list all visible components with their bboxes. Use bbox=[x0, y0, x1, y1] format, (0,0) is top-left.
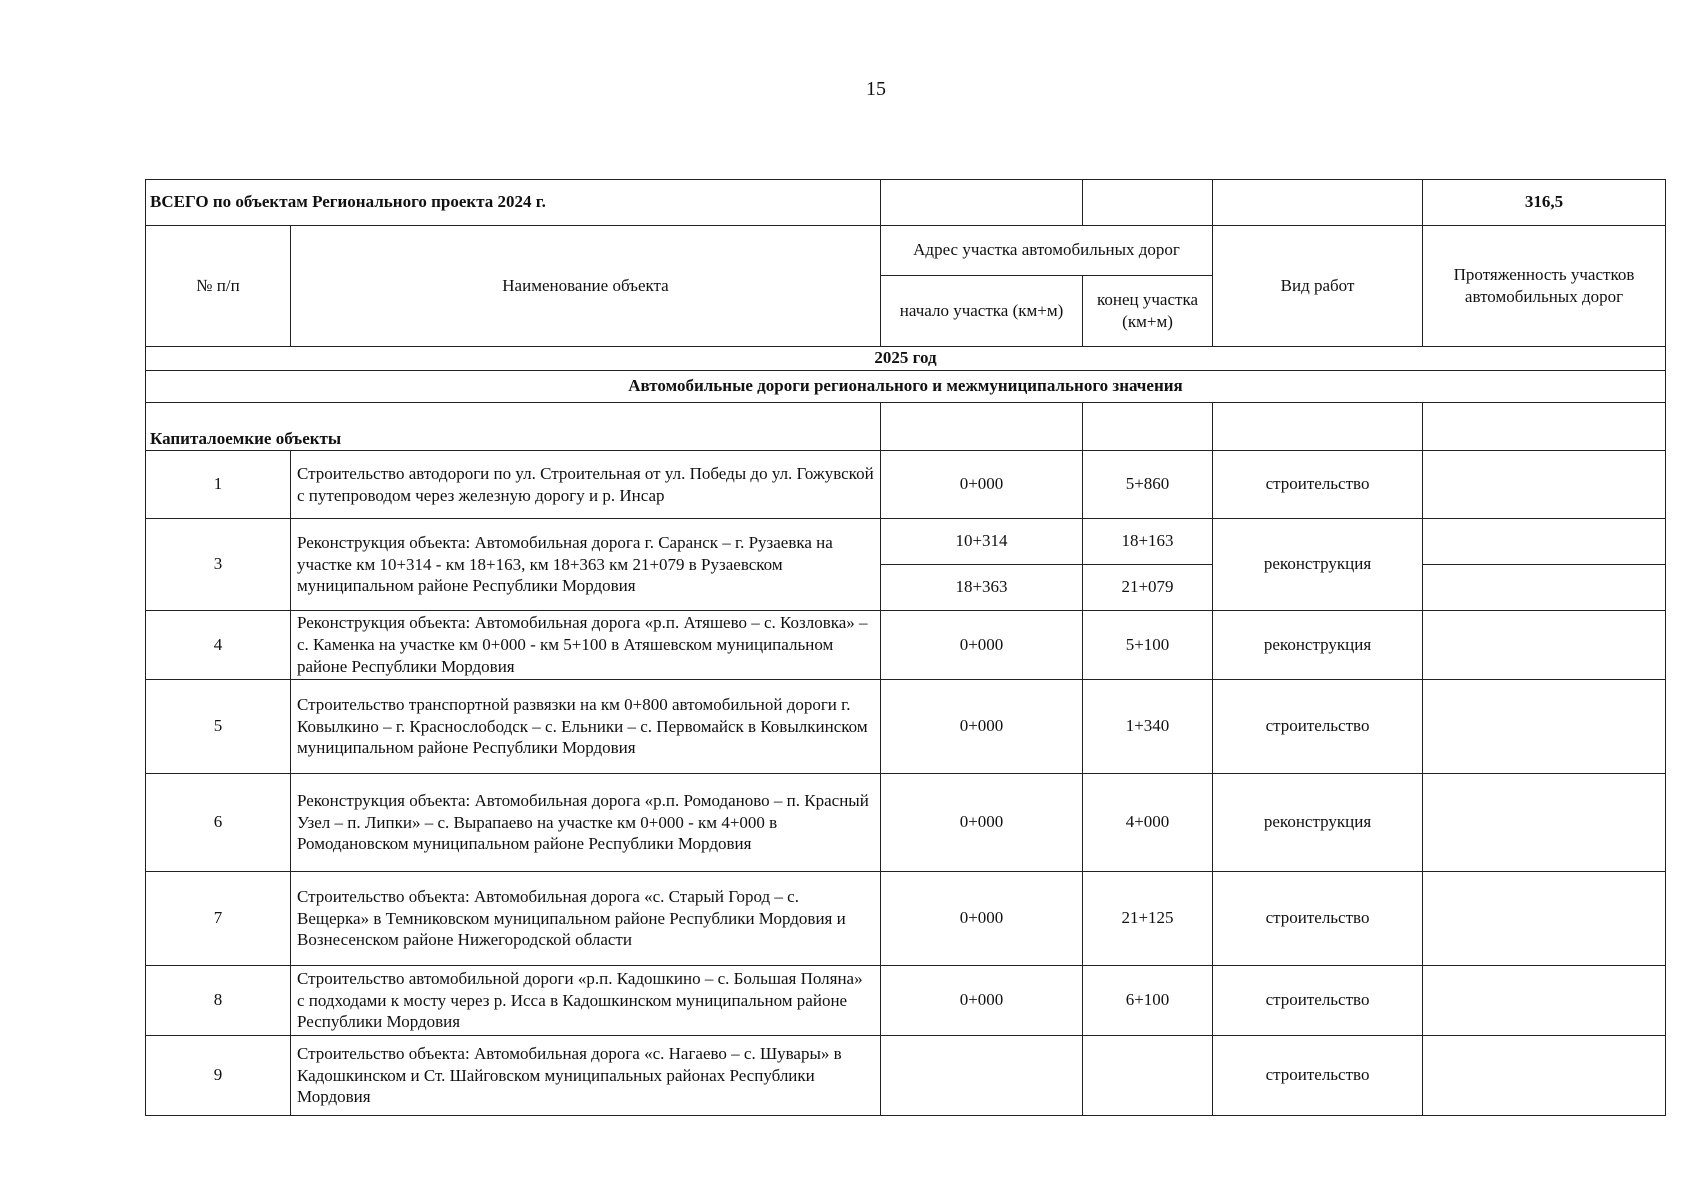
work-type: реконструкция bbox=[1213, 774, 1423, 872]
header-name: Наименование объекта bbox=[291, 226, 881, 347]
row-number: 1 bbox=[146, 451, 291, 519]
row-number: 8 bbox=[146, 966, 291, 1036]
section-length bbox=[1423, 451, 1666, 519]
section-start: 0+000 bbox=[881, 966, 1083, 1036]
work-type: строительство bbox=[1213, 872, 1423, 966]
table-row bbox=[146, 966, 1666, 1036]
row-number: 4 bbox=[146, 611, 291, 680]
work-type: строительство bbox=[1213, 1036, 1423, 1116]
section-start: 0+000 bbox=[881, 872, 1083, 966]
section-end: 5+860 bbox=[1083, 451, 1213, 519]
row-number: 5 bbox=[146, 680, 291, 774]
header-length: Протяженность участков автомобильных дорог bbox=[1423, 226, 1666, 347]
table-row bbox=[146, 774, 1666, 872]
group-label: Капиталоемкие объекты bbox=[146, 403, 881, 451]
section-length bbox=[1423, 966, 1666, 1036]
summary-row bbox=[146, 180, 1666, 226]
row-number: 6 bbox=[146, 774, 291, 872]
category-row bbox=[146, 371, 1666, 403]
work-type: строительство bbox=[1213, 680, 1423, 774]
section-length bbox=[1423, 774, 1666, 872]
summary-label: ВСЕГО по объектам Регионального проекта 2024 г. bbox=[146, 180, 881, 226]
header-work: Вид работ bbox=[1213, 226, 1423, 347]
section-start: 0+000 bbox=[881, 451, 1083, 519]
section-length bbox=[1423, 519, 1666, 565]
summary-total: 316,5 bbox=[1423, 180, 1666, 226]
section-end: 1+340 bbox=[1083, 680, 1213, 774]
table-row bbox=[146, 1036, 1666, 1116]
category-label: Автомобильные дороги регионального и межмуниципального значения bbox=[146, 371, 1666, 403]
section-start bbox=[881, 1036, 1083, 1116]
section-start: 0+000 bbox=[881, 774, 1083, 872]
header-row bbox=[146, 226, 1666, 276]
section-start: 10+314 bbox=[881, 519, 1083, 565]
year-row bbox=[146, 347, 1666, 371]
section-length bbox=[1423, 1036, 1666, 1116]
object-name: Строительство транспортной развязки на км 0+800 автомобильной дороги г. Ковылкино – г. Краснослободск – с. Ельники – с. Первомайск в Ковылкинском муниципальном районе Республики Мордовия bbox=[291, 680, 881, 774]
section-end: 4+000 bbox=[1083, 774, 1213, 872]
table-row bbox=[146, 451, 1666, 519]
section-end: 18+163 bbox=[1083, 519, 1213, 565]
row-number: 7 bbox=[146, 872, 291, 966]
object-name: Строительство объекта: Автомобильная дорога «с. Нагаево – с. Шувары» в Кадошкинском и Ст. Шайговском муниципальных районах Республики Мордовия bbox=[291, 1036, 881, 1116]
section-length bbox=[1423, 611, 1666, 680]
row-number: 3 bbox=[146, 519, 291, 611]
year-label: 2025 год bbox=[146, 347, 1666, 371]
work-type: строительство bbox=[1213, 966, 1423, 1036]
header-num: № п/п bbox=[146, 226, 291, 347]
work-type: реконструкция bbox=[1213, 611, 1423, 680]
header-end: конец участка (км+м) bbox=[1083, 276, 1213, 347]
section-length bbox=[1423, 565, 1666, 611]
section-length bbox=[1423, 680, 1666, 774]
object-name: Строительство автодороги по ул. Строительная от ул. Победы до ул. Гожувской с путепроводом через железную дорогу и р. Инсар bbox=[291, 451, 881, 519]
road-objects-table bbox=[145, 179, 1666, 1116]
table-row bbox=[146, 872, 1666, 966]
table-row bbox=[146, 611, 1666, 680]
section-length bbox=[1423, 872, 1666, 966]
object-name: Строительство автомобильной дороги «р.п. Кадошкино – с. Большая Поляна» с подходами к мосту через р. Исса в Кадошкинском муниципальном районе Республики Мордовия bbox=[291, 966, 881, 1036]
object-name: Строительство объекта: Автомобильная дорога «с. Старый Город – с. Вещерка» в Темниковском муниципальном районе Республики Мордовия и Вознесенском районе Нижегородской области bbox=[291, 872, 881, 966]
work-type: реконструкция bbox=[1213, 519, 1423, 611]
header-address: Адрес участка автомобильных дорог bbox=[881, 226, 1213, 276]
group-row bbox=[146, 403, 1666, 451]
table-row bbox=[146, 680, 1666, 774]
section-start: 18+363 bbox=[881, 565, 1083, 611]
section-end bbox=[1083, 1036, 1213, 1116]
object-name: Реконструкция объекта: Автомобильная дорога «р.п. Ромоданово – п. Красный Узел – п. Липки» – с. Вырапаево на участке км 0+000 - км 4+000 в Ромодановском муниципальном районе Республики Мордовия bbox=[291, 774, 881, 872]
section-end: 21+079 bbox=[1083, 565, 1213, 611]
header-start: начало участка (км+м) bbox=[881, 276, 1083, 347]
section-end: 5+100 bbox=[1083, 611, 1213, 680]
work-type: строительство bbox=[1213, 451, 1423, 519]
table-row bbox=[146, 519, 1666, 565]
row-number: 9 bbox=[146, 1036, 291, 1116]
section-end: 21+125 bbox=[1083, 872, 1213, 966]
object-name: Реконструкция объекта: Автомобильная дорога «р.п. Атяшево – с. Козловка» – с. Каменка на участке км 0+000 - км 5+100 в Атяшевском муниципальном районе Республики Мордовия bbox=[291, 611, 881, 680]
section-end: 6+100 bbox=[1083, 966, 1213, 1036]
section-start: 0+000 bbox=[881, 611, 1083, 680]
section-start: 0+000 bbox=[881, 680, 1083, 774]
object-name: Реконструкция объекта: Автомобильная дорога г. Саранск – г. Рузаевка на участке км 10+314 - км 18+163, км 18+363 км 21+079 в Рузаевском муниципальном районе Республики Мордовия bbox=[291, 519, 881, 611]
page-number: 15 bbox=[866, 78, 886, 100]
